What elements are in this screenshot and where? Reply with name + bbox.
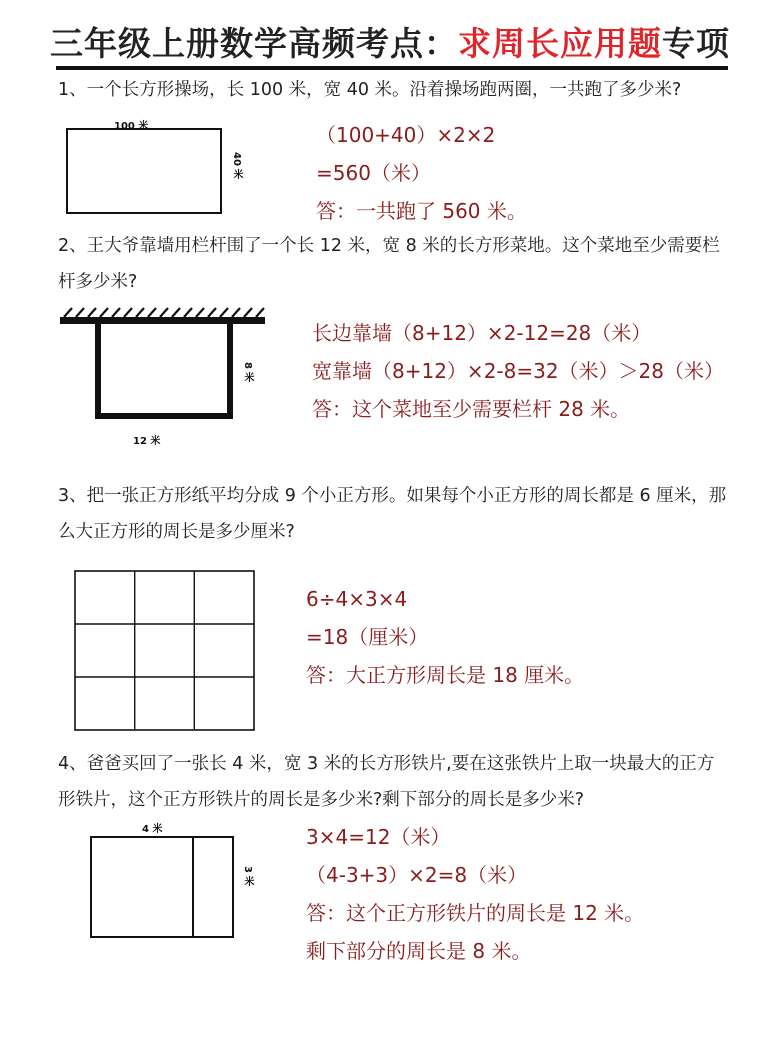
problem-2-width-label: 8 米 xyxy=(242,362,253,383)
problem-4-question: 4、爸爸买回了一张长 4 米，宽 3 米的长方形铁片,要在这张铁片上取一块最大的正方形铁片，这个正方形铁片的周长是多少米?剩下部分的周长是多少米? xyxy=(58,754,715,810)
problem-2-conclusion: 答：这个菜地至少需要栏杆 28 米。 xyxy=(312,397,631,421)
problem-1-length-label: 100 米 xyxy=(114,121,149,132)
problem-1-width-label: 40 米 xyxy=(231,152,242,180)
problem-3-step-1: 6÷4×3×4 xyxy=(306,587,408,611)
problem-2-step-2: 宽靠墙（8+12）×2-8=32（米）＞28（米） xyxy=(312,359,725,383)
problem-1-rectangle xyxy=(66,128,222,214)
problem-3-conclusion: 答：大正方形周长是 18 厘米。 xyxy=(306,663,585,687)
problem-3-question: 3、把一张正方形纸平均分成 9 个小正方形。如果每个小正方形的周长都是 6 厘米，那么大正方形的周长是多少厘米? xyxy=(58,486,727,542)
problem-3-answer xyxy=(306,580,584,694)
problem-2-answer xyxy=(312,314,724,428)
problem-1-question: 1、一个长方形操场，长 100 米，宽 40 米。沿着操场跑两圈，一共跑了多少米? xyxy=(58,80,682,100)
problem-2-step-1: 长边靠墙（8+12）×2-12=28（米） xyxy=(312,321,652,345)
problem-3-step-2: =18（厘米） xyxy=(306,625,429,649)
problem-2-wall-diagram xyxy=(60,306,270,426)
fence-outline xyxy=(98,324,230,416)
problem-1-conclusion: 答：一共跑了 560 米。 xyxy=(316,199,527,223)
problem-1-step-1: （100+40）×2×2 xyxy=(316,123,496,147)
problem-4-conclusion-2: 剩下部分的周长是 8 米。 xyxy=(306,939,532,963)
problem-4-step-1: 3×4=12（米） xyxy=(306,825,451,849)
title-underline xyxy=(56,66,728,70)
problem-2-length-label: 12 米 xyxy=(133,436,161,447)
title-main: 三年级上册数学高频考点： xyxy=(50,24,458,63)
page-title xyxy=(0,24,780,64)
title-tail: 专项 xyxy=(662,24,730,63)
problem-4-conclusion-1: 答：这个正方形铁片的周长是 12 米。 xyxy=(306,901,645,925)
title-highlight: 求周长应用题 xyxy=(458,24,662,63)
problem-4-width-label: 3 米 xyxy=(242,866,253,887)
problem-4-length-label: 4 米 xyxy=(142,824,163,835)
wall-icon xyxy=(60,308,265,324)
problem-3-grid-diagram xyxy=(74,570,256,732)
problem-4-step-2: （4-3+3）×2=8（米） xyxy=(306,863,528,887)
problem-1-answer xyxy=(316,116,527,230)
problem-4-sheet xyxy=(90,836,234,938)
problem-2-question: 2、王大爷靠墙用栏杆围了一个长 12 米，宽 8 米的长方形菜地。这个菜地至少需要栏杆多少米? xyxy=(58,236,720,292)
problem-4-square-divider xyxy=(192,836,194,938)
problem-1-step-2: =560（米） xyxy=(316,161,431,185)
problem-4-answer xyxy=(306,818,644,970)
